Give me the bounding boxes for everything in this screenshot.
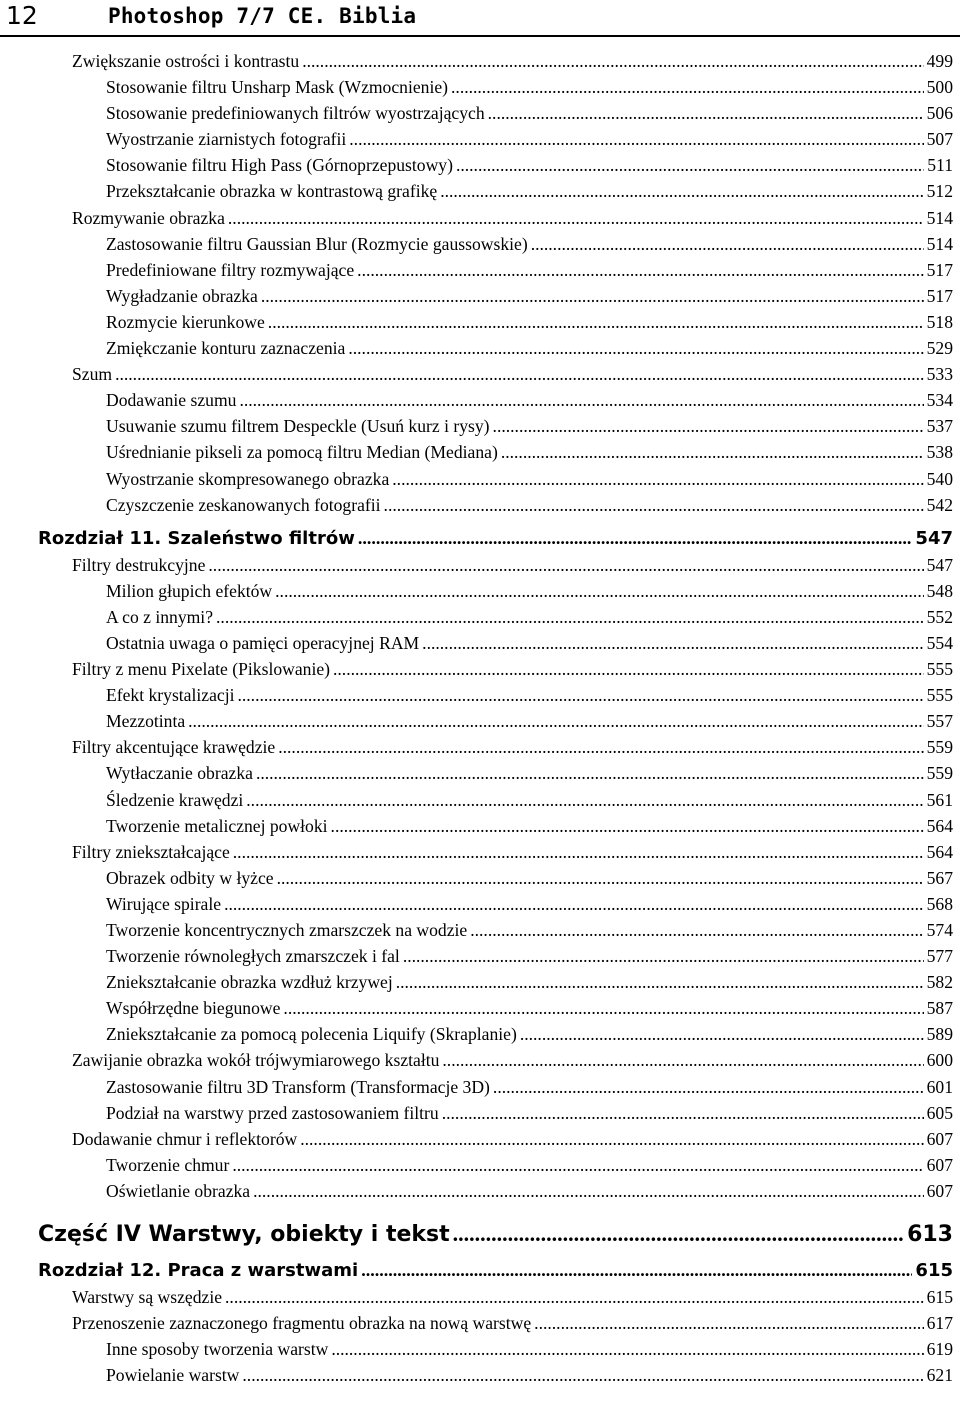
toc-subsection-row	[38, 283, 953, 309]
toc-subsection-row	[38, 943, 953, 969]
toc-subsection-page-number: 506	[926, 103, 953, 124]
toc-subsection-row	[38, 604, 953, 630]
toc-section-row	[38, 1126, 953, 1152]
toc-subsection-title: Zastosowanie filtru Gaussian Blur (Rozmycie gaussowskie)	[106, 233, 528, 254]
toc-subsection-page-number: 577	[926, 946, 953, 967]
toc-subsection-row	[38, 1362, 953, 1388]
toc-subsection-row	[38, 413, 953, 439]
dot-leader	[239, 387, 923, 413]
toc-part-title: Część IV Warstwy, obiekty i tekst	[38, 1222, 450, 1248]
toc-subsection-row	[38, 100, 953, 126]
toc-subsection-title: Tworzenie chmur	[106, 1154, 230, 1175]
toc-section-page-number: 533	[926, 364, 953, 385]
toc-subsection-title: Rozmycie kierunkowe	[106, 311, 265, 332]
toc-section-row	[38, 205, 953, 231]
toc-section-page-number: 547	[926, 554, 953, 575]
dot-leader	[253, 1178, 924, 1204]
dot-leader	[403, 943, 924, 969]
dot-leader	[534, 1310, 923, 1336]
dot-leader	[442, 1047, 923, 1073]
toc-subsection-row	[38, 387, 953, 413]
toc-subsection-page-number: 518	[926, 311, 953, 332]
dot-leader	[470, 917, 923, 943]
toc-section-page-number: 559	[926, 737, 953, 758]
toc-subsection-row	[38, 309, 953, 335]
toc-subsection-title: Tworzenie równoległych zmarszczek i fal	[106, 946, 400, 967]
toc-subsection-row	[38, 891, 953, 917]
dot-leader	[115, 361, 924, 387]
toc-subsection-row	[38, 682, 953, 708]
toc-section-row	[38, 48, 953, 74]
toc-subsection-row	[38, 917, 953, 943]
toc-subsection-page-number: 621	[926, 1365, 953, 1386]
dot-leader	[520, 1021, 924, 1047]
toc-subsection-page-number: 561	[926, 789, 953, 810]
toc-part-page-number: 613	[907, 1222, 953, 1248]
toc-chapter-row	[38, 1250, 953, 1284]
toc-subsection-row	[38, 578, 953, 604]
toc-subsection-page-number: 587	[926, 998, 953, 1019]
dot-leader	[224, 891, 924, 917]
toc-subsection-page-number: 605	[926, 1102, 953, 1123]
dot-leader	[451, 74, 924, 100]
toc-chapter-row	[38, 518, 953, 552]
toc-subsection-row	[38, 466, 953, 492]
dot-leader	[225, 1284, 924, 1310]
toc-subsection-title: Usuwanie szumu filtrem Despeckle (Usuń kurz i rysy)	[106, 416, 490, 437]
dot-leader	[277, 865, 924, 891]
toc-subsection-title: Efekt krystalizacji	[106, 685, 235, 706]
toc-subsection-page-number: 559	[926, 763, 953, 784]
toc-subsection-page-number: 567	[926, 867, 953, 888]
dot-leader	[453, 1218, 904, 1251]
toc-section-page-number: 615	[926, 1287, 953, 1308]
toc-subsection-page-number: 529	[926, 338, 953, 359]
toc-chapter-page-number: 615	[915, 1260, 953, 1282]
toc-part-row	[38, 1204, 953, 1250]
toc-section-page-number: 514	[926, 207, 953, 228]
toc-section-title: Przenoszenie zaznaczonego fragmentu obrazka na nową warstwę	[72, 1313, 532, 1334]
toc-subsection-page-number: 517	[926, 259, 953, 280]
dot-leader	[261, 283, 924, 309]
toc-subsection-title: Śledzenie krawędzi	[106, 789, 244, 810]
dot-leader	[331, 813, 924, 839]
toc-subsection-row	[38, 1100, 953, 1126]
dot-leader	[358, 524, 913, 553]
dot-leader	[357, 257, 923, 283]
dot-leader	[348, 335, 923, 361]
dot-leader	[228, 205, 924, 231]
toc-subsection-page-number: 538	[926, 442, 953, 463]
dot-leader	[233, 839, 924, 865]
toc-subsection-row	[38, 995, 953, 1021]
toc-subsection-row	[38, 708, 953, 734]
toc-subsection-page-number: 542	[926, 494, 953, 515]
dot-leader	[384, 492, 924, 518]
toc-section-title: Zwiększanie ostrości i kontrastu	[72, 51, 300, 71]
toc-section-row	[38, 1047, 953, 1073]
dot-leader	[493, 413, 924, 439]
toc-subsection-row	[38, 439, 953, 465]
toc-subsection-title: Zastosowanie filtru 3D Transform (Transformacje 3D)	[106, 1076, 490, 1097]
toc-subsection-title: Podział na warstwy przed zastosowaniem filtru	[106, 1102, 439, 1123]
dot-leader	[275, 578, 923, 604]
toc-section-row	[38, 361, 953, 387]
toc-section-row	[38, 1284, 953, 1310]
toc-subsection-title: Mezzotinta	[106, 711, 186, 732]
toc-section-row	[38, 734, 953, 760]
toc-subsection-row	[38, 335, 953, 361]
toc-subsection-title: Wyostrzanie skompresowanego obrazka	[106, 468, 390, 489]
toc-subsection-page-number: 574	[926, 920, 953, 940]
dot-leader	[392, 466, 923, 492]
dot-leader	[396, 969, 924, 995]
dot-leader	[237, 682, 923, 708]
dot-leader	[188, 708, 923, 734]
toc-subsection-page-number: 557	[926, 711, 953, 732]
dot-leader	[208, 552, 923, 578]
dot-leader	[283, 995, 923, 1021]
toc-subsection-page-number: 555	[926, 685, 953, 706]
toc-subsection-title: Stosowanie filtru High Pass (Górnoprzepustowy)	[106, 155, 453, 176]
toc-subsection-page-number: 507	[926, 129, 953, 150]
toc-section-page-number: 555	[926, 659, 953, 680]
toc-subsection-page-number: 514	[926, 233, 953, 254]
toc-subsection-title: Wygładzanie obrazka	[106, 285, 258, 306]
toc-subsection-page-number: 534	[926, 390, 953, 411]
dot-leader	[422, 630, 923, 656]
toc-subsection-page-number: 568	[926, 893, 953, 914]
toc-subsection-title: Tworzenie koncentrycznych zmarszczek na wodzie	[106, 920, 468, 940]
toc-subsection-page-number: 601	[926, 1076, 953, 1097]
toc-subsection-row	[38, 760, 953, 786]
toc-subsection-row	[38, 630, 953, 656]
dot-leader	[300, 1126, 923, 1152]
toc-subsection-row	[38, 257, 953, 283]
toc-subsection-page-number: 619	[926, 1339, 953, 1360]
dot-leader	[256, 760, 924, 786]
toc-subsection-page-number: 582	[926, 972, 953, 993]
toc-subsection-row	[38, 1021, 953, 1047]
toc-subsection-title: Zniekształcanie za pomocą polecenia Liquify (Skraplanie)	[106, 1024, 517, 1045]
toc-subsection-row	[38, 74, 953, 100]
dot-leader	[531, 231, 924, 257]
toc-subsection-row	[38, 1178, 953, 1204]
toc-subsection-title: Wirujące spirale	[106, 893, 222, 914]
toc-section-row	[38, 1310, 953, 1336]
toc-section-title: Szum	[72, 364, 113, 385]
dot-leader	[331, 1336, 923, 1362]
toc-section-page-number: 607	[926, 1128, 953, 1149]
toc-subsection-title: Predefiniowane filtry rozmywające	[106, 259, 355, 280]
toc-subsection-title: Wyostrzanie ziarnistych fotografii	[106, 129, 347, 150]
toc-subsection-title: Oświetlanie obrazka	[106, 1180, 251, 1201]
toc-subsection-title: Przekształcanie obrazka w kontrastową grafikę	[106, 181, 438, 202]
toc-subsection-row	[38, 492, 953, 518]
toc-section-page-number: 600	[926, 1050, 953, 1071]
toc-subsection-title: Milion głupich efektów	[106, 580, 273, 601]
toc-section-title: Warstwy są wszędzie	[72, 1287, 223, 1308]
toc-subsection-page-number: 537	[926, 416, 953, 437]
toc-subsection-page-number: 589	[926, 1024, 953, 1045]
dot-leader	[501, 439, 924, 465]
dot-leader	[440, 178, 923, 204]
dot-leader	[278, 734, 923, 760]
toc-subsection-page-number: 554	[926, 632, 953, 653]
toc-subsection-row	[38, 231, 953, 257]
toc-section-title: Zawijanie obrazka wokół trójwymiarowego kształtu	[72, 1050, 440, 1071]
toc-subsection-row	[38, 1074, 953, 1100]
toc-section-page-number: 564	[926, 841, 953, 862]
toc-subsection-title: A co z innymi?	[106, 606, 214, 627]
dot-leader	[456, 152, 924, 178]
toc-subsection-row	[38, 865, 953, 891]
dot-leader	[442, 1100, 924, 1126]
toc-subsection-title: Czyszczenie zeskanowanych fotografii	[106, 494, 381, 515]
toc-subsection-title: Zniekształcanie obrazka wzdłuż krzywej	[106, 972, 393, 993]
toc-section-row	[38, 552, 953, 578]
dot-leader	[349, 126, 923, 152]
toc-subsection-title: Ostatnia uwaga o pamięci operacyjnej RAM	[106, 632, 420, 653]
toc-section-title: Filtry zniekształcające	[72, 841, 230, 862]
toc-section-title: Rozmywanie obrazka	[72, 207, 225, 228]
toc-subsection-title: Stosowanie filtru Unsharp Mask (Wzmocnienie)	[106, 77, 449, 98]
toc-subsection-row	[38, 1152, 953, 1178]
toc-subsection-page-number: 607	[926, 1154, 953, 1175]
toc-subsection-row	[38, 152, 953, 178]
toc-section-row	[38, 656, 953, 682]
toc-subsection-title: Wytłaczanie obrazka	[106, 763, 253, 784]
toc-section-page-number: 499	[926, 51, 953, 71]
toc-subsection-page-number: 607	[926, 1180, 953, 1201]
dot-leader	[268, 309, 924, 335]
dot-leader	[246, 787, 923, 813]
toc-subsection-row	[38, 969, 953, 995]
toc-subsection-row	[38, 787, 953, 813]
toc-subsection-title: Zmiękczanie konturu zaznaczenia	[106, 338, 346, 359]
toc-subsection-title: Stosowanie predefiniowanych filtrów wyostrzających	[106, 103, 485, 124]
toc-subsection-row	[38, 126, 953, 152]
toc-section-title: Dodawanie chmur i reflektorów	[72, 1128, 298, 1149]
toc-section-title: Filtry akcentujące krawędzie	[72, 737, 276, 758]
page-header	[0, 0, 960, 36]
toc-section-title: Filtry destrukcyjne	[72, 554, 206, 575]
toc-subsection-title: Powielanie warstw	[106, 1365, 240, 1386]
toc-subsection-title: Tworzenie metalicznej powłoki	[106, 815, 328, 836]
toc-subsection-title: Dodawanie szumu	[106, 390, 237, 411]
toc-subsection-page-number: 517	[926, 285, 953, 306]
toc-subsection-page-number: 500	[926, 77, 953, 98]
toc-subsection-title: Obrazek odbity w łyżce	[106, 867, 274, 888]
toc-subsection-title: Współrzędne biegunowe	[106, 998, 281, 1019]
toc-chapter-title: Rozdział 11. Szaleństwo filtrów	[38, 527, 355, 549]
dot-leader	[216, 604, 924, 630]
toc-subsection-row	[38, 178, 953, 204]
toc-subsection-row	[38, 1336, 953, 1362]
dot-leader	[333, 656, 924, 682]
toc-subsection-title: Inne sposoby tworzenia warstw	[106, 1339, 329, 1360]
header-rule	[0, 35, 960, 37]
toc-subsection-page-number: 512	[926, 181, 953, 202]
dot-leader	[242, 1362, 923, 1388]
table-of-contents	[38, 48, 953, 1388]
toc-subsection-page-number: 552	[926, 606, 953, 627]
toc-subsection-title: Uśrednianie pikseli za pomocą filtru Median (Mediana)	[106, 442, 498, 463]
toc-chapter-page-number: 547	[915, 527, 953, 549]
dot-leader	[493, 1074, 924, 1100]
toc-subsection-page-number: 511	[927, 155, 953, 176]
book-title: Photoshop 7/7 CE. Biblia	[108, 4, 417, 28]
toc-chapter-title: Rozdział 12. Praca z warstwami	[38, 1260, 359, 1282]
dot-leader	[232, 1152, 923, 1178]
toc-subsection-page-number: 564	[926, 815, 953, 836]
toc-subsection-page-number: 540	[926, 468, 953, 489]
dot-leader	[488, 100, 924, 126]
page-number: 12	[6, 1, 38, 30]
toc-subsection-page-number: 548	[926, 580, 953, 601]
dot-leader	[361, 1256, 912, 1285]
toc-subsection-row	[38, 813, 953, 839]
toc-section-row	[38, 839, 953, 865]
toc-section-title: Filtry z menu Pixelate (Pikslowanie)	[72, 659, 330, 680]
dot-leader	[302, 48, 923, 74]
toc-section-page-number: 617	[926, 1313, 953, 1334]
